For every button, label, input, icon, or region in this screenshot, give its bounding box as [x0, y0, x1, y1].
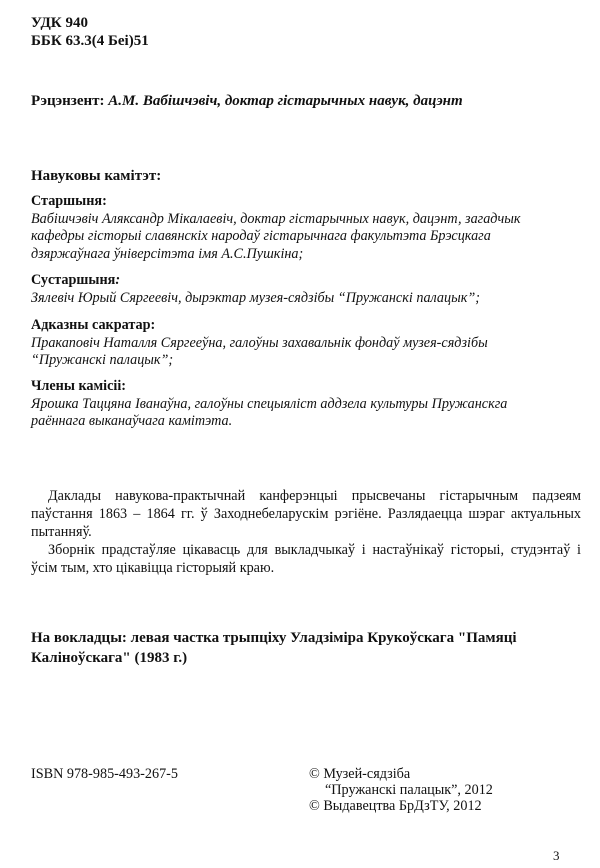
annotation-paragraph: Зборнік прадстаўляе цікавасць для выкладчыкаў і настаўнікаў гісторыі, студэнтаў і ўсім тым, хто цікавіцца гісторыяй краю.: [31, 542, 581, 576]
section-line: Ярошка Таццяна Іванаўна, галоўны спецыяліст аддзела культуры Пружанскга: [31, 395, 508, 412]
section-role: Старшыня:: [31, 193, 107, 209]
copyright-block: [309, 766, 493, 814]
section-line: Зялевіч Юрый Сяргеевіч, дырэктар музея-сядзібы “Пружанскі палацык”;: [31, 289, 480, 306]
isbn: ISBN 978-985-493-267-5: [31, 766, 178, 782]
section-line: дзяржаўнага ўніверсітэта імя А.С.Пушкіна;: [31, 245, 304, 262]
reviewer-label: Рэцэнзент:: [31, 93, 105, 109]
section-line: Пракаповіч Наталля Сяргееўна, галоўны захавальнік фондаў музея-сядзібы: [31, 334, 488, 351]
committee-section-secretary: [31, 317, 579, 370]
copyright-line: © Музей-сядзіба: [309, 766, 411, 782]
annotation-paragraph: Даклады навукова-практычнай канферэнцыі прысвечаны гістарычным падзеям паўстання 1863 – 1864 гг. ў Заходнебеларускім рэгіёне. Разлядаецца шэраг актуальных пытанняў.: [31, 488, 581, 540]
udk-code: УДК 940: [31, 15, 88, 31]
section-line: раённага выканаўчага камітэта.: [31, 413, 233, 430]
section-line: кафедры гісторыі славянскіх народаў гістарычнага факультэта Брэсцкага: [31, 228, 491, 245]
section-line: Вабішчэвіч Аляксандр Мікалаевіч, доктар гістарычных навук, дацэнт, загадчык: [31, 210, 521, 227]
cover-note: На вокладцы: левая частка трыпціху Уладзіміра Крукоўскага "Памяці Каліноўскага" (1983 г.): [31, 630, 517, 666]
reviewer-text: А.М. Вабішчэвіч, доктар гістарычных навук, дацэнт: [108, 93, 463, 109]
copyright-line: © Выдавецтва БрДзТУ, 2012: [309, 798, 482, 814]
committee-section-chair: [31, 193, 579, 263]
section-role: Члены камісіі:: [31, 378, 127, 394]
classification-block: [31, 14, 149, 50]
copyright-line: “Пружанскі палацык”, 2012: [325, 782, 493, 798]
section-line: “Пружанскі палацык”;: [31, 352, 174, 369]
page-number: 3: [553, 848, 560, 863]
section-role: Суcтаршыня:: [31, 272, 121, 288]
committee-section-cochair: [31, 272, 579, 307]
reviewer-line: [31, 92, 463, 110]
committee-title: Навуковы камітэт:: [31, 168, 162, 184]
committee-section-members: [31, 378, 579, 431]
bbk-code: ББК 63.3(4 Беі)51: [31, 33, 149, 49]
annotation-text: [31, 487, 581, 577]
section-role: Адказны сакратар:: [31, 317, 156, 333]
